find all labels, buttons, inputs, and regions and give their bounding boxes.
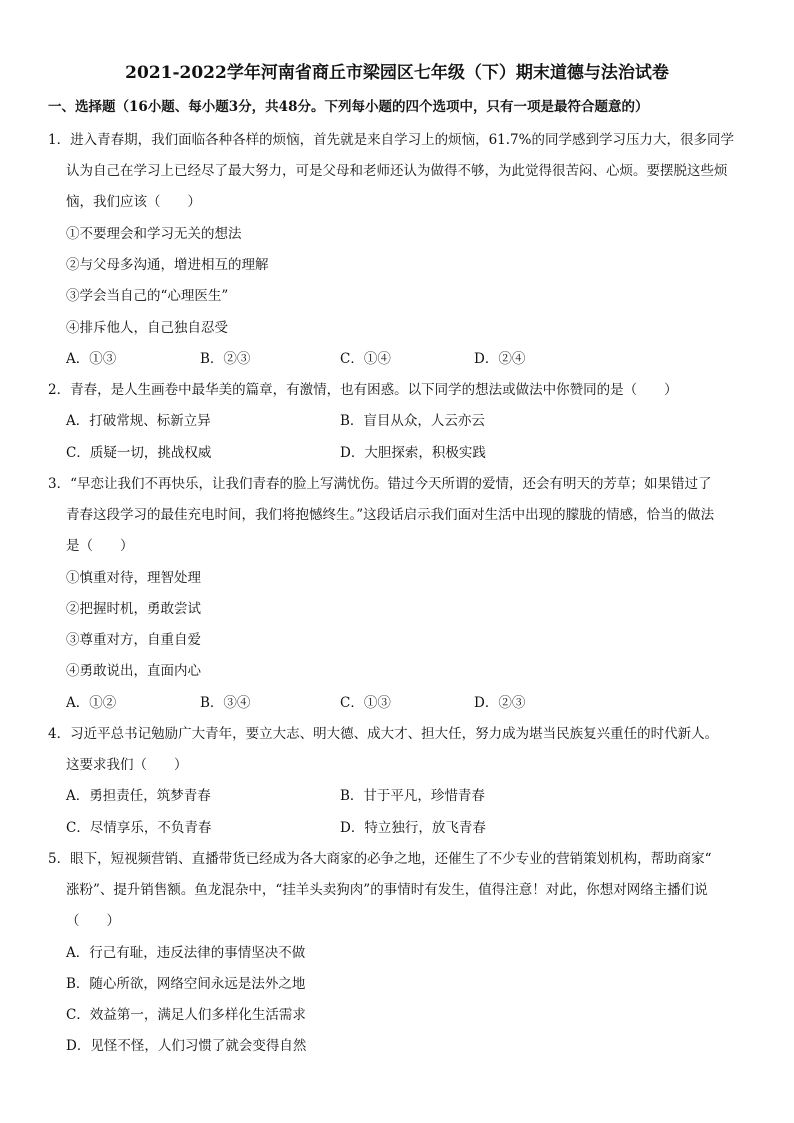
q3-option-b: B．③④ <box>200 695 251 711</box>
q5-line-3: （ ） <box>66 913 120 929</box>
q3-item-1: ①慎重对待，理智处理 <box>66 570 201 586</box>
q3-item-2: ②把握时机，勇敢尝试 <box>66 601 201 617</box>
q2-option-a: A．打破常规、标新立异 <box>66 413 211 429</box>
q3-item-3: ③尊重对方，自重自爱 <box>66 632 201 648</box>
q1-line-2: 认为自己在学习上已经尽了最大努力，可是父母和老师还认为做得不够，为此觉得很苦闷、心烦。要摆脱这些烦 <box>66 163 728 179</box>
q4-option-c: C．尽情享乐，不负青春 <box>66 820 212 836</box>
q1-line-1: 1．进入青春期，我们面临各种各样的烦恼，首先就是来自学习上的烦恼，61.7%的同学感到学习压力大，很多同学 <box>48 132 734 148</box>
q4-line-1: 4．习近平总书记勉励广大青年，要立大志、明大德、成大才、担大任，努力成为堪当民族复兴重任的时代新人。 <box>48 726 719 742</box>
q3-option-c: C．①③ <box>340 695 391 711</box>
q2-line-1: 2．青春，是人生画卷中最华美的篇章，有激情，也有困惑。以下同学的想法或做法中你赞同的是（ ） <box>48 382 678 398</box>
q1-item-4: ④排斥他人，自己独自忍受 <box>66 320 228 336</box>
q3-option-a: A．①② <box>66 695 117 711</box>
q3-line-2: 青春这段学习的最佳充电时间，我们将抱憾终生。”这段话启示我们面对生活中出现的朦胧的情感，恰当的做法 <box>66 507 715 523</box>
q5-option-a: A．行己有耻，违反法律的事情坚决不做 <box>66 945 306 961</box>
q5-line-2: 涨粉”、提升销售额。鱼龙混杂中，“挂羊头卖狗肉”的事情时有发生，值得注意！对此，你想对网络主播们说 <box>66 882 708 898</box>
q2-option-d: D．大胆探索，积极实践 <box>340 445 486 461</box>
q4-option-a: A．勇担责任，筑梦青春 <box>66 788 211 804</box>
q1-option-a: A．①③ <box>66 351 117 367</box>
q1-option-b: B．②③ <box>200 351 251 367</box>
q1-item-2: ②与父母多沟通，增进相互的理解 <box>66 257 269 273</box>
q1-item-1: ①不要理会和学习无关的想法 <box>66 226 242 242</box>
q3-item-4: ④勇敢说出，直面内心 <box>66 663 201 679</box>
page-title: 2021-2022学年河南省商丘市梁园区七年级（下）期末道德与法治试卷 <box>125 63 669 83</box>
q2-option-b: B．盲目从众，人云亦云 <box>340 413 485 429</box>
q5-option-b: B．随心所欲，网络空间永远是法外之地 <box>66 976 306 992</box>
q5-option-d: D．见怪不怪，人们习惯了就会变得自然 <box>66 1038 307 1054</box>
q1-item-3: ③学会当自己的“心理医生” <box>66 288 229 304</box>
section-heading: 一、选择题（16小题、每小题3分，共48分。下列每小题的四个选项中，只有一项是最符合题意的） <box>48 99 649 115</box>
q4-option-d: D．特立独行，放飞青春 <box>340 820 486 836</box>
q4-option-b: B．甘于平凡，珍惜青春 <box>340 788 485 804</box>
q3-line-3: 是（ ） <box>66 538 134 554</box>
q3-option-d: D．②③ <box>474 695 526 711</box>
q4-line-2: 这要求我们（ ） <box>66 757 188 773</box>
q1-line-3: 恼，我们应该（ ） <box>66 194 201 210</box>
q3-line-1: 3．“早恋让我们不再快乐，让我们青春的脸上写满忧伤。错过今天所谓的爱情，还会有明天的芳草；如果错过了 <box>48 476 712 492</box>
q1-option-d: D．②④ <box>474 351 526 367</box>
q5-line-1: 5．眼下，短视频营销、直播带货已经成为各大商家的必争之地，还催生了不少专业的营销策划机构，帮助商家“ <box>48 851 712 867</box>
q1-option-c: C．①④ <box>340 351 391 367</box>
q2-option-c: C．质疑一切，挑战权威 <box>66 445 212 461</box>
q5-option-c: C．效益第一，满足人们多样化生活需求 <box>66 1007 306 1023</box>
